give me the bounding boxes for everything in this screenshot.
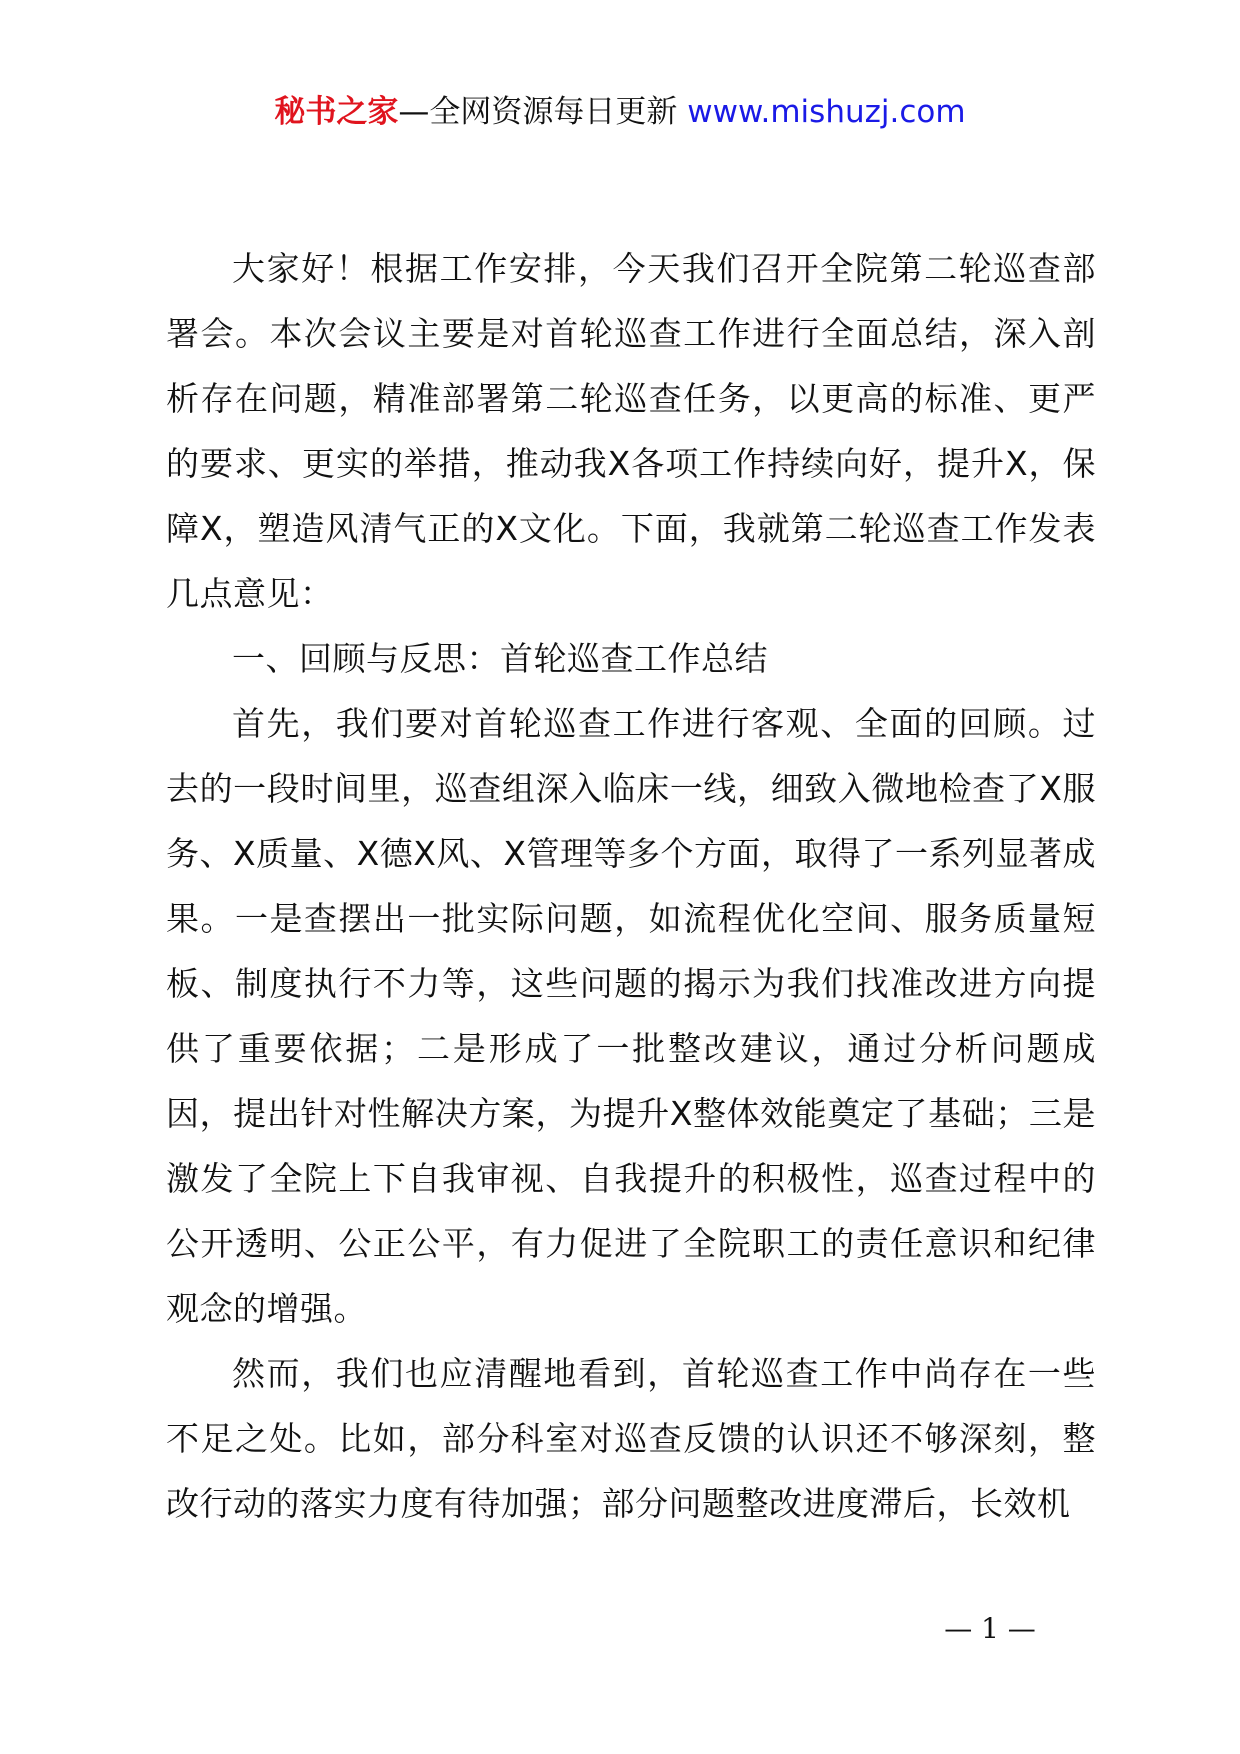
brand-name: 秘书之家 — [274, 94, 399, 130]
site-url-link[interactable]: www.mishuzj.com — [687, 94, 966, 130]
document-body — [166, 236, 1096, 1536]
intro-paragraph: 大家好！根据工作安排，今天我们召开全院第二轮巡查部署会。本次会议主要是对首轮巡查工作进行全面总结，深入剖析存在问题，精准部署第二轮巡查任务，以更高的标准、更严的要求、更实的举措，推动我X各项工作持续向好，提升X，保障X，塑造风清气正的X文化。下面，我就第二轮巡查工作发表几点意见： — [166, 249, 1096, 613]
site-banner — [0, 92, 1240, 132]
review-paragraph: 首先，我们要对首轮巡查工作进行客观、全面的回顾。过去的一段时间里，巡查组深入临床一线，细致入微地检查了X服务、X质量、X德X风、X管理等多个方面，取得了一系列显著成果。一是查摆出一批实际问题，如流程优化空间、服务质量短板、制度执行不力等，这些问题的揭示为我们找准改进方向提供了重要依据；二是形成了一批整改建议，通过分析问题成因，提出针对性解决方案，为提升X整体效能奠定了基础；三是激发了全院上下自我审视、自我提升的积极性，巡查过程中的公开透明、公正公平，有力促进了全院职工的责任意识和纪律观念的增强。 — [166, 704, 1096, 1328]
section-heading-1: 一、回顾与反思：首轮巡查工作总结 — [232, 639, 768, 678]
banner-tagline: —全网资源每日更新 — [398, 94, 688, 130]
page-number: — 1 — — [944, 1612, 1036, 1645]
shortcomings-paragraph: 然而，我们也应清醒地看到，首轮巡查工作中尚存在一些不足之处。比如，部分科室对巡查反馈的认识还不够深刻，整改行动的落实力度有待加强；部分问题整改进度滞后，长效机 — [166, 1354, 1096, 1523]
